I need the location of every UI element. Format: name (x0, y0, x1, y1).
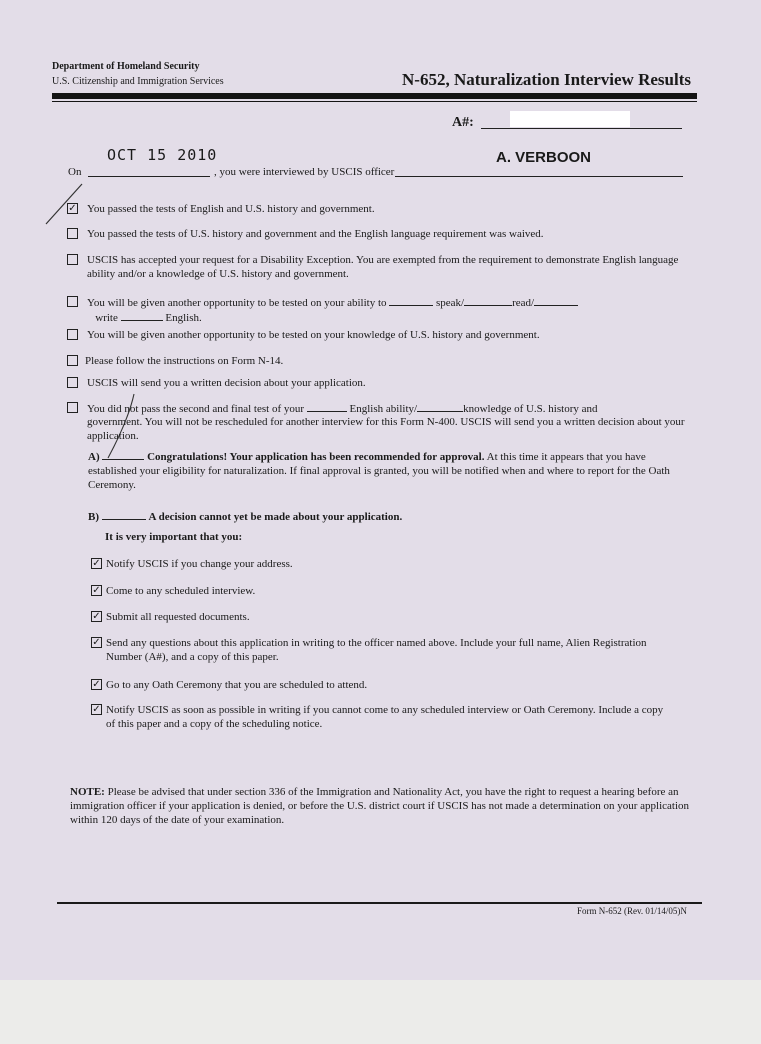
header-rule-thick (52, 93, 697, 99)
scan-margin (0, 980, 761, 1044)
interviewed-text: , you were interviewed by USCIS officer (214, 166, 395, 178)
write-blank[interactable] (534, 295, 578, 306)
important-item-3: Submit all requested documents. (106, 611, 250, 623)
important-item-2: Come to any scheduled interview. (106, 585, 256, 597)
section-a-blank[interactable] (102, 449, 144, 460)
section-a-label: A) (88, 451, 100, 463)
check-mark-icon[interactable]: ✓ (92, 611, 101, 622)
option-checkbox-3[interactable] (67, 254, 78, 265)
on-label: On (68, 166, 82, 178)
option-checkbox-2[interactable] (67, 228, 78, 239)
option-3-text: USCIS has accepted your request for a Disability Exception. You are exempted from the requirement to demonstrate English language ability and/or a knowledge of U.S. history and government. (87, 254, 679, 280)
interview-date: OCT 15 2010 (107, 146, 218, 164)
important-item-6: Notify USCIS as soon as possible in writing if you cannot come to any scheduled interview or Oath Ceremony. Include a copy of this paper and a copy of the scheduling notice. (106, 704, 664, 730)
section-a-bold: Congratulations! Your application has been recommended for approval. (147, 451, 485, 463)
check-mark-icon[interactable]: ✓ (92, 558, 101, 569)
redaction-block (510, 111, 630, 127)
option-5-text: You will be given another opportunity to be tested on your knowledge of U.S. history and government. (87, 329, 540, 341)
option-7-text: USCIS will send you a written decision about your application. (87, 377, 366, 389)
option-checkbox-1[interactable]: ✓ (68, 203, 77, 214)
section-b (88, 509, 402, 524)
check-mark-icon[interactable]: ✓ (92, 585, 101, 596)
important-item-1: Notify USCIS if you change your address. (106, 558, 293, 570)
a-number-field[interactable] (481, 128, 682, 129)
officer-line (395, 176, 683, 177)
option-8-text (87, 401, 687, 416)
option-8-text-cont: government. You will not be rescheduled for another interview for this Form N-400. USCIS will send you a written decision about your application. (87, 416, 685, 442)
important-heading: It is very important that you: (105, 531, 243, 543)
option-4-text (87, 295, 687, 325)
important-item-4: Send any questions about this application in writing to the officer named above. Include your full name, Alien Registration Number (A#), and a copy of this paper. (106, 637, 647, 663)
check-mark-icon[interactable]: ✓ (92, 679, 101, 690)
option-1-text: You passed the tests of English and U.S. history and government. (87, 203, 375, 215)
agency-name: U.S. Citizenship and Immigration Services (52, 76, 224, 87)
note (70, 785, 690, 827)
option-8-english: English ability/ (349, 403, 418, 415)
section-a (88, 449, 688, 492)
knowledge-blank[interactable] (417, 401, 463, 412)
officer-name: A. VERBOON (496, 149, 592, 166)
option-checkbox-7[interactable] (67, 377, 78, 388)
a-number-label: A#: (452, 115, 474, 130)
option-4-speak: speak/ (436, 297, 465, 309)
header-rule-thin (52, 101, 697, 102)
section-b-bold: A decision cannot yet be made about your application. (148, 511, 403, 523)
option-checkbox-8[interactable] (67, 402, 78, 413)
english-ability-blank[interactable] (307, 401, 347, 412)
footer-rule (57, 902, 702, 904)
option-4-text-a: You will be given another opportunity to be tested on your ability to (87, 297, 387, 309)
option-4-read: read/ (512, 297, 535, 309)
option-8-text-a: You did not pass the second and final test of your (87, 403, 305, 415)
section-a-rest: At this time it appears that you have established your eligibility for naturalization. If final approval is granted, you will be notified when and where to report for the Oath Ceremony. (88, 451, 670, 491)
department-name: Department of Homeland Security (52, 61, 200, 72)
option-checkbox-4[interactable] (67, 296, 78, 307)
option-checkbox-5[interactable] (67, 329, 78, 340)
section-b-label: B) (88, 511, 99, 523)
note-label: NOTE: (70, 786, 105, 798)
option-8-knowledge: knowledge of U.S. history and (463, 403, 598, 415)
section-b-blank[interactable] (102, 509, 146, 520)
english-blank[interactable] (121, 310, 163, 321)
important-item-5: Go to any Oath Ceremony that you are scheduled to attend. (106, 679, 368, 691)
option-2-text: You passed the tests of U.S. history and government and the English language requirement was waived. (87, 228, 544, 240)
note-text: Please be advised that under section 336 of the Immigration and Nationality Act, you have the right to request a hearing before an immigration officer if your application is denied, or before the U.S. district court if USCIS has not made a determination on your application within 120 days of the date of your examination. (70, 786, 690, 826)
form-title: N-652, Naturalization Interview Results (402, 70, 691, 89)
speak-blank[interactable] (389, 295, 433, 306)
option-4-english: English. (165, 312, 202, 324)
read-blank[interactable] (464, 295, 512, 306)
date-line (88, 176, 210, 177)
form-revision: Form N-652 (Rev. 01/14/05)N (577, 906, 687, 916)
check-mark-icon[interactable]: ✓ (92, 704, 101, 715)
option-checkbox-6[interactable] (67, 355, 78, 366)
check-mark-icon[interactable]: ✓ (92, 637, 101, 648)
option-6-text: Please follow the instructions on Form N-14. (85, 355, 284, 367)
option-4-write: write (95, 312, 118, 324)
